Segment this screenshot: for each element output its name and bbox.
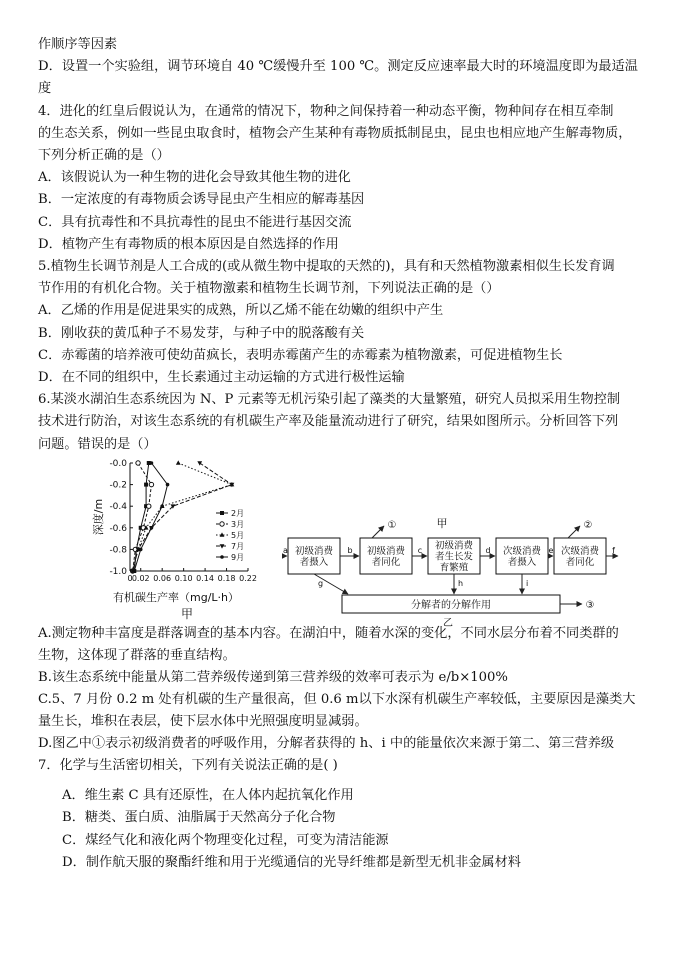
x-tick-label: 0.18 — [217, 574, 236, 583]
text-line: A．乙烯的作用是促进果实的成熟，所以乙烯不能在幼嫩的组织中产生 — [38, 303, 444, 319]
x-tick-label: 0.10 — [174, 574, 193, 583]
text-line: D．植物产生有毒物质的根本原因是自然选择的作用 — [38, 236, 339, 252]
text-line: A.测定物种丰富度是群落调查的基本内容。在湖泊中，随着水深的变化，不同水层分布着不同类群的 — [38, 626, 619, 641]
flow-box-label: 初级消费 — [434, 540, 474, 552]
text-line: C．具有抗毒性和不具抗毒性的昆虫不能进行基因交流 — [38, 214, 352, 230]
flow-box-label: 者生长发 — [434, 551, 474, 563]
legend-label: 3月 — [231, 520, 245, 529]
data-point — [166, 483, 170, 487]
flow-box-label: 初级消费 — [366, 546, 406, 557]
text-line: 5.植物生长调节剂是人工合成的(或从微生物中提取的天然的)，具有和天然植物激素相似生长发育调 — [38, 259, 615, 274]
text-line: 问题。错误的是（） — [38, 436, 157, 452]
text-line: 量生长，堆积在表层，使下层水体中光照强度明显减弱。 — [38, 714, 368, 729]
figure-yi-diagram — [282, 515, 620, 629]
flow-letter: h — [458, 579, 464, 588]
flow-box-label: 次级消费 — [560, 546, 600, 557]
flow-box-label: 初级消费 — [294, 546, 334, 557]
text-line: 生物，这体现了群落的垂直结构。 — [38, 648, 236, 663]
y-tick-label: -0.4 — [109, 502, 127, 513]
flow-letter: d — [485, 546, 491, 555]
legend-label: 7月 — [231, 542, 245, 551]
data-point — [160, 504, 164, 508]
y-tick-label: -0.2 — [109, 480, 127, 491]
figure-jia-chart — [88, 455, 268, 623]
flow-box-label: 次级消费 — [502, 546, 542, 557]
text-line: B．刚收获的黄瓜种子不易发芽，与种子中的脱落酸有关 — [38, 325, 365, 341]
data-point — [220, 522, 224, 526]
legend-label: 5月 — [231, 531, 245, 540]
flow-box-label: 者同化 — [565, 557, 595, 568]
text-line: 技术进行防治，对该生态系统的有机碳生产率及能量流动进行了研究，结果如图所示。分析回答下列 — [38, 414, 619, 430]
series-line — [133, 463, 232, 571]
flow-arrow — [568, 526, 580, 538]
data-point — [176, 460, 181, 464]
flow-letter: e — [548, 546, 554, 555]
text-line: 的生态关系，例如一些昆虫取食时，植物会产生某种有毒物质抵制昆虫，昆虫也相应地产生解毒物质， — [38, 125, 632, 141]
figure-yi-caption: 乙 — [443, 618, 453, 629]
data-point — [139, 548, 143, 552]
figure-jia-caption: 甲 — [181, 607, 194, 621]
flow-circle-label: ② — [583, 520, 593, 531]
flow-letter: i — [526, 579, 529, 588]
data-point — [132, 569, 136, 573]
flow-letter: g — [318, 579, 324, 588]
flow-letter: b — [347, 546, 353, 555]
flow-circle-label: ① — [387, 520, 397, 531]
text-line: 6.某淡水湖泊生态系统因为 N、P 元素等无机污染引起了藻类的大量繁殖，研究人员拟采用生物控制 — [38, 392, 621, 408]
data-point — [220, 511, 224, 515]
flow-letter: f — [612, 546, 615, 555]
text-line: D．在不同的组织中，生长素通过主动运输的方式进行极性运输 — [38, 370, 405, 385]
text-line: C．赤霉菌的培养液可使幼苗疯长，表明赤霉菌产生的赤霉素为植物激素，可促进植物生长 — [38, 347, 563, 363]
data-point — [150, 526, 154, 530]
y-tick-label: -0.6 — [109, 523, 127, 534]
data-point — [144, 483, 148, 487]
y-axis-label: 深度/m — [92, 498, 105, 536]
flow-letter: a — [283, 546, 288, 555]
text-line: C．煤经气化和液化两个物理变化过程，可变为清洁能源 — [62, 832, 389, 848]
text-line: D．设置一个实验组，调节环境自 40 ℃缓慢升至 100 ℃。测定反应速率最大时的环境温度即为最适温 — [38, 59, 638, 75]
flow-box-label: 者同化 — [371, 557, 401, 568]
text-line: 度 — [38, 81, 52, 97]
flow-letter: c — [417, 546, 423, 555]
text-line: D．制作航天服的聚酯纤维和用于光缆通信的光导纤维都是新型无机非金属材料 — [62, 855, 521, 871]
x-tick-label: 0.06 — [153, 574, 172, 583]
legend-label: 2月 — [231, 509, 245, 518]
y-tick-label: -0.8 — [109, 545, 127, 556]
flow-box-label: 者摄入 — [299, 557, 329, 568]
data-point — [150, 461, 154, 465]
flow-circle-label: ③ — [585, 600, 595, 611]
x-tick-label: 0.02 — [131, 574, 150, 583]
flow-box-label: 者摄入 — [507, 557, 537, 568]
text-line: A．维生素 C 具有还原性，在人体内起抗氧化作用 — [62, 788, 354, 803]
x-axis-label: 有机碳生产率（mg/L·h） — [113, 591, 239, 604]
figure-yi-top-caption: 甲 — [436, 517, 448, 530]
text-line: B.该生态系统中能量从第二营养级传递到第三营养级的效率可表示为 e/b×100% — [38, 670, 508, 685]
text-line: 作顺序等因素 — [38, 37, 118, 52]
text-line: A．该假说认为一种生物的进化会导致其他生物的进化 — [38, 170, 351, 186]
x-tick-label: 0 — [127, 574, 133, 583]
flow-arrow — [372, 526, 384, 538]
text-line: D.图乙中①表示初级消费者的呼吸作用，分解者获得的 h、i 中的能量依次来源于第二、第三营养级 — [38, 736, 615, 751]
y-tick-label: -1.0 — [109, 567, 127, 577]
flow-box-label: 育繁殖 — [439, 562, 469, 574]
text-line: B．糖类、蛋白质、油脂属于天然高分子化合物 — [62, 810, 336, 826]
text-line: 4．进化的红皇后假说认为，在通常的情况下，物种之间保持着一种动态平衡，物种间存在相互牵制 — [38, 103, 614, 119]
x-tick-label: 0.22 — [239, 574, 257, 583]
text-line: 7．化学与生活密切相关，下列有关说法正确的是( ) — [38, 758, 338, 773]
data-point — [147, 504, 151, 508]
text-line: 下列分析正确的是（） — [38, 148, 170, 163]
text-line: B．一定浓度的有毒物质会诱导昆虫产生相应的解毒基因 — [38, 192, 365, 208]
legend-label: 9月 — [231, 553, 245, 562]
text-line: 节作用的有机化合物。关于植物激素和植物生长调节剂，下列说法正确的是（） — [38, 281, 500, 297]
data-point — [149, 482, 153, 486]
x-tick-label: 0.14 — [196, 574, 214, 583]
y-tick-label: -0.0 — [109, 459, 127, 469]
data-point — [197, 461, 202, 465]
decomposer-label: 分解者的分解作用 — [411, 600, 491, 611]
data-point — [220, 555, 224, 559]
series-line — [133, 463, 232, 571]
text-line: C.5、7 月份 0.2 m 处有机碳的生产量很高，但 0.6 m以下水深有机碳生产率较低，主要原因是藻类大 — [38, 692, 636, 707]
data-point — [136, 461, 140, 465]
